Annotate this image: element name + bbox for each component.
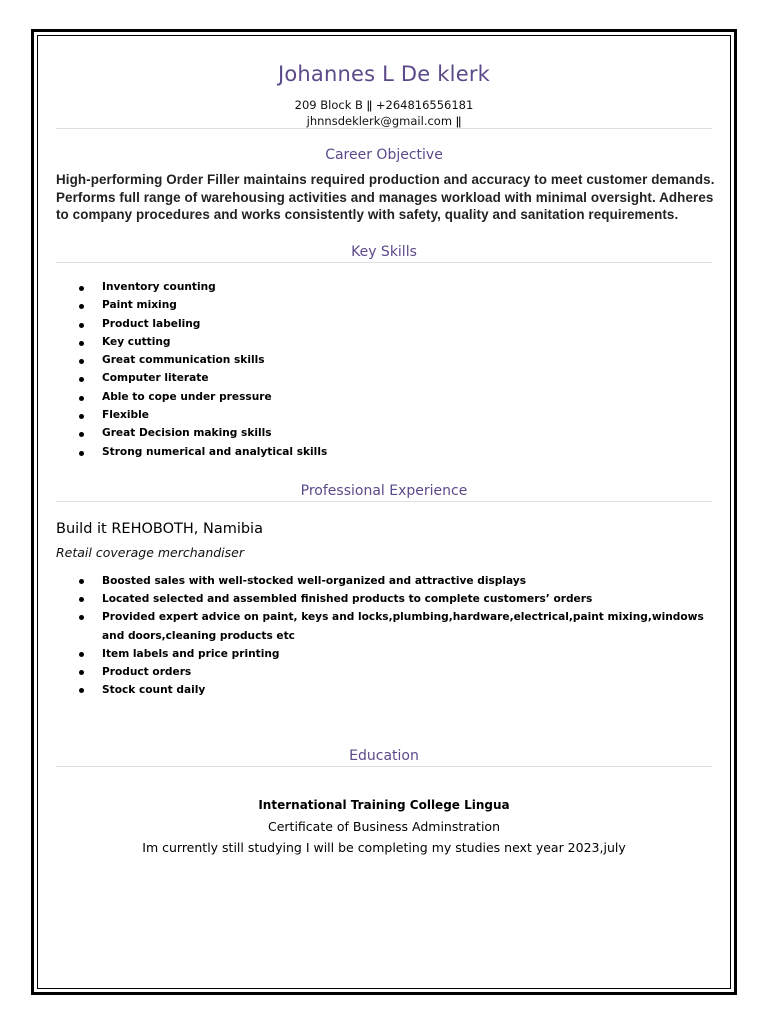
list-item: Able to cope under pressure bbox=[56, 390, 712, 408]
job-title: Retail coverage merchandiser bbox=[56, 545, 244, 560]
school-name: International Training College Lingua bbox=[258, 798, 510, 812]
key-skills-heading: Key Skills bbox=[351, 244, 417, 260]
certificate-name: Certificate of Business Adminstration bbox=[267, 819, 500, 834]
contact-address-phone: 209 Block B ǁ +264816556181 bbox=[294, 98, 474, 112]
list-item: Great Decision making skills bbox=[56, 426, 712, 444]
duties-list bbox=[56, 572, 712, 699]
list-item: Stock count daily bbox=[56, 681, 712, 699]
list-item: Strong numerical and analytical skills bbox=[56, 445, 712, 463]
list-item: Great communication skills bbox=[56, 353, 712, 371]
experience-divider bbox=[56, 501, 712, 502]
list-item: Paint mixing bbox=[56, 298, 712, 316]
list-item: Product orders bbox=[56, 663, 712, 681]
list-item: Located selected and assembled finished products to complete customers’ orders bbox=[56, 590, 712, 608]
list-item: Computer literate bbox=[56, 371, 712, 389]
experience-heading: Professional Experience bbox=[300, 483, 468, 499]
career-objective-text: High-performing Order Filler maintains required production and accuracy to meet customer demands. Performs full range of warehousing activities and manages workload with minimal oversight. Adheres to company procedures and works consistently with safety, quality and sanitation requirements. bbox=[56, 172, 715, 222]
list-item: Inventory counting bbox=[56, 280, 712, 298]
contact-email: jhnnsdeklerk@gmail.com ǁ bbox=[306, 114, 462, 128]
list-item: Product labeling bbox=[56, 317, 712, 335]
list-item: Boosted sales with well-stocked well-organized and attractive displays bbox=[56, 572, 712, 590]
list-item: Key cutting bbox=[56, 335, 712, 353]
education-divider bbox=[56, 766, 712, 767]
list-item: Item labels and price printing bbox=[56, 645, 712, 663]
candidate-name: Johannes L De klerk bbox=[277, 62, 491, 86]
list-item: Flexible bbox=[56, 408, 712, 426]
header-divider bbox=[56, 128, 712, 129]
career-objective-heading: Career Objective bbox=[325, 147, 443, 163]
key-skills-list bbox=[56, 280, 712, 463]
key-skills-divider bbox=[56, 262, 712, 263]
employer-name: Build it REHOBOTH, Namibia bbox=[56, 521, 263, 537]
list-item: Provided expert advice on paint, keys and locks,plumbing,hardware,electrical,paint mixing,windows and doors,cleaning products etc bbox=[56, 608, 712, 644]
education-heading: Education bbox=[349, 748, 419, 764]
study-status-note: Im currently still studying I will be completing my studies next year 2023,july bbox=[142, 840, 626, 855]
